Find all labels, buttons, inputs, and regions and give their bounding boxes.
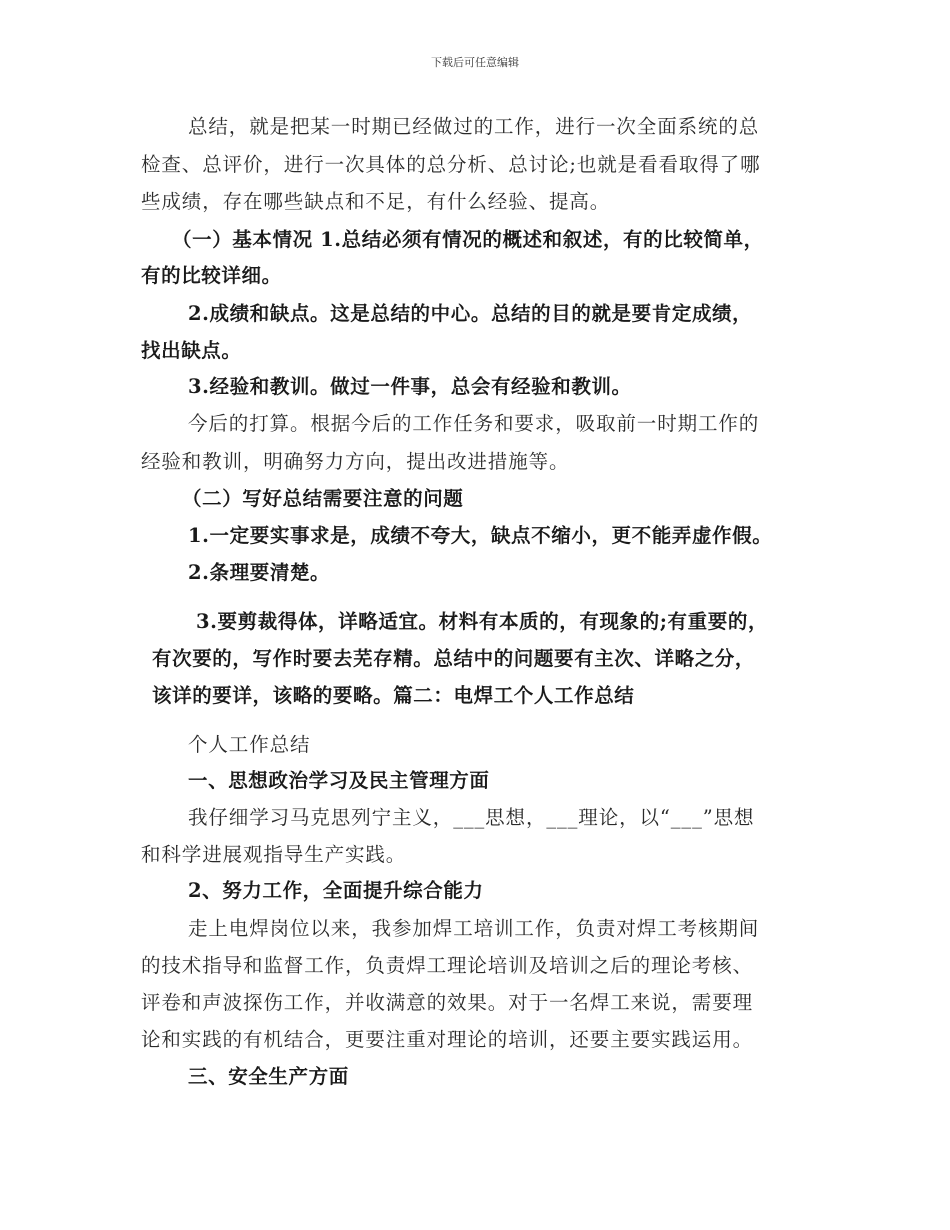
page-header-note: 下载后可任意编辑 (431, 56, 519, 69)
article2-para1-line-2: 和科学进展观指导生产实践。 (141, 843, 407, 866)
article2-para2-line-2: 的技术指导和监督工作，负责焊工理论培训及培训之后的理论考核、 (141, 954, 754, 977)
section1-line-2: 有的比较详细。 (141, 264, 282, 287)
section2-item2: 2.条理要清楚。 (188, 561, 331, 584)
article2-para2-line-3: 评卷和声波探伤工作，并收满意的效果。对于一名焊工来说，需要理 (141, 991, 754, 1014)
intro-line-3: 些成绩，存在哪些缺点和不足，有什么经验、提高。 (141, 190, 611, 213)
article2-para2-line-4: 论和实践的有机结合，更要注重对理论的培训，还要主要实践运用。 (141, 1028, 754, 1051)
article2-heading-3: 三、安全生产方面 (188, 1065, 349, 1088)
intro-line-1: 总结，就是把某一时期已经做过的工作，进行一次全面系统的总 (188, 115, 760, 138)
section2-title: （二）写好总结需要注意的问题 (182, 487, 464, 510)
section2-item3-line-3: 该详的要详，该略的要略。篇二：电焊工个人工作总结 (152, 684, 635, 707)
section2-item3-line-2: 有次要的，写作时要去芜存精。总结中的问题要有主次、详略之分， (152, 647, 756, 670)
section1-plan-line-2: 经验和教训，明确努力方向，提出改进措施等。 (141, 450, 570, 473)
article2-para1-line-1: 我仔细学习马克思列宁主义，___思想，___理论，以“___”思想 (188, 806, 755, 829)
section1-line-1: （一）基本情况 1.总结必须有情况的概述和叙述，有的比较简单， (172, 228, 764, 251)
section1-plan-line-1: 今后的打算。根据今后的工作任务和要求，吸取前一时期工作的 (188, 412, 760, 435)
article2-heading-1: 一、思想政治学习及民主管理方面 (188, 769, 490, 792)
section2-item3-line-1: 3.要剪裁得体，详略适宜。材料有本质的，有现象的;有重要的， (196, 610, 769, 633)
article2-title: 个人工作总结 (188, 733, 311, 756)
section1-item3: 3.经验和教训。做过一件事，总会有经验和教训。 (188, 375, 632, 398)
section1-item2-line-1: 2.成绩和缺点。这是总结的中心。总结的目的就是要肯定成绩， (188, 302, 753, 325)
section2-item1: 1.一定要实事求是，成绩不夸大，缺点不缩小，更不能弄虚作假。 (188, 524, 773, 547)
section1-item2-line-2: 找出缺点。 (141, 339, 242, 362)
article2-heading-2: 2、努力工作，全面提升综合能力 (188, 879, 484, 902)
article2-para2-line-1: 走上电焊岗位以来，我参加焊工培训工作，负责对焊工考核期间 (188, 917, 760, 940)
intro-line-2: 检查、总评价，进行一次具体的总分析、总讨论;也就是看看取得了哪 (141, 153, 761, 176)
